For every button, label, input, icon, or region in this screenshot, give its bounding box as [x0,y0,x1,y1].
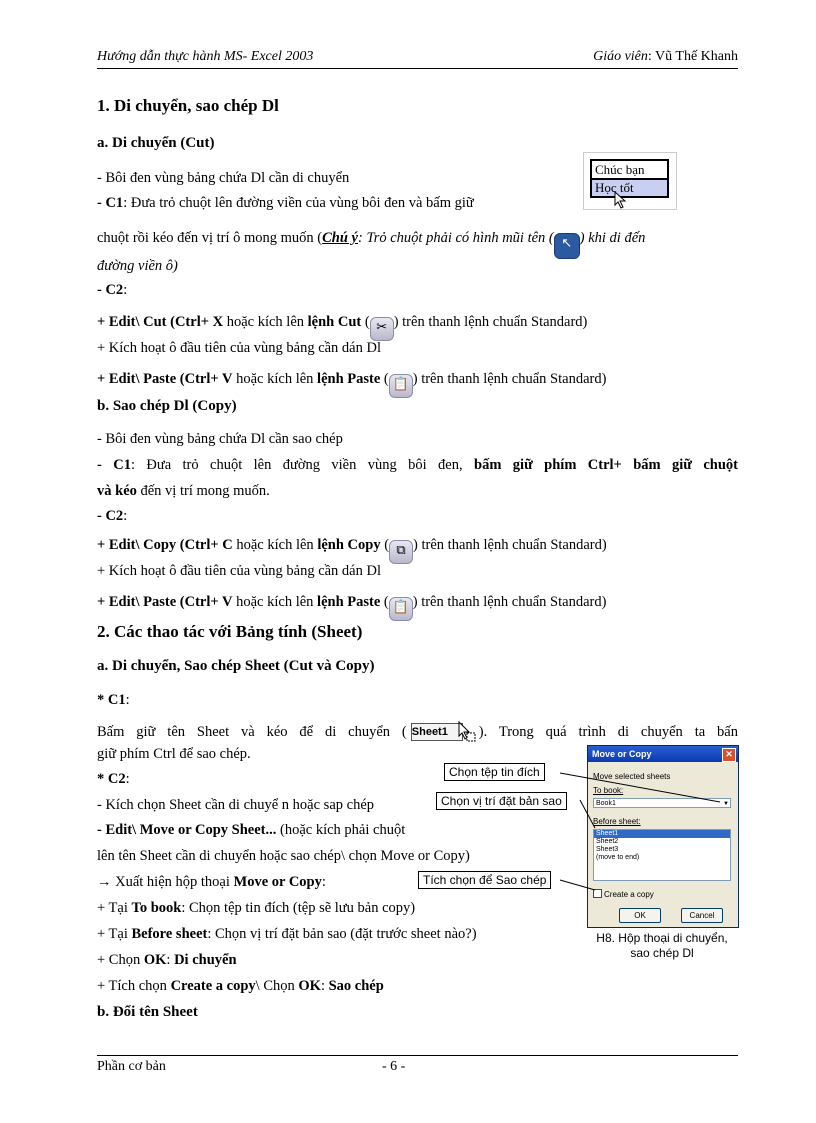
close-icon[interactable]: ✕ [722,748,736,762]
note-end: ) khi di đến [579,230,646,246]
s1b-line3 [97,483,270,500]
s1b-line2-bold: bấm giữ phím Ctrl+ bấm giữ chuột [474,457,738,473]
cut-text1: hoặc kích lên [223,314,308,330]
section2a-title: a. Di chuyển, Sao chép Sheet (Cut và Copy) [97,658,375,674]
s1b-copy-line [97,537,607,564]
cut-text2: ( [361,314,370,330]
paste-icon: 📋 [389,374,413,398]
cut-command: lệnh Cut [307,314,362,330]
move-cursor-icon [614,191,628,209]
s2-line7b: : Chọn tệp tin đích (tệp sẽ lưu bản copy) [181,900,416,916]
to-book-value: Book1 [596,800,616,807]
callout-create-copy: Tích chọn để Sao chép [418,871,551,889]
caption-line2: sao chép Dl [630,946,694,960]
s2-line7 [97,900,415,917]
s1a-line4: đường viền ô) [97,258,178,274]
edit-paste: + Edit\ Paste [97,371,177,387]
s2-line8b: : Chọn vị trí đặt bản sao (đặt trước sheet nào?) [207,926,477,942]
s2-line10-copy: Sao chép [328,978,384,994]
section1-title: 1. Di chuyển, sao chép Dl [97,96,279,115]
s2-line6b: : [321,874,326,890]
header-divider [97,68,738,69]
section2b-title: b. Đổi tên Sheet [97,1004,198,1020]
s1b-line2-text: : Đưa trỏ chuột lên đường viền vùng bôi đen, [130,457,475,473]
s2-line8 [97,926,477,943]
teacher-name: : Vũ Thế Khanh [647,49,738,64]
s1a-line6: + Kích hoạt ô đầu tiên của vùng bảng cần dán Dl [97,340,381,356]
paste-text3: ) trên thanh lệnh chuẩn Standard) [412,371,607,387]
list-item[interactable]: Sheet2 [596,838,619,845]
callout-to-book: Chọn tệp tin đích [444,763,545,781]
s2-line10b: \ Chọn [255,978,299,994]
callout-before-sheet: Chọn vị trí đặt bản sao [436,792,567,810]
s1b-paste-line [97,594,606,621]
paste-command: lệnh Paste [317,371,381,387]
s2-line1b: ). Trong quá trình di chuyển ta bấn [478,724,738,740]
note-text: : Trỏ chuột phải có hình mũi tên ( [358,230,554,246]
s2-line4-bold: - Edit\ Move or Copy Sheet... [97,822,277,838]
edit-paste-b: + Edit\ Paste [97,594,177,610]
s1a-line2 [97,195,474,212]
s1b-line5: + Kích hoạt ô đầu tiên của vùng bảng cần dán Dl [97,563,381,579]
paste-text1: hoặc kích lên [232,371,318,387]
dialog-title: Move or Copy [592,749,652,759]
footer-section: Phần cơ bản [97,1059,166,1074]
s2-line7-bold: To book [131,900,182,916]
s2-line7a: + Tại [97,900,132,916]
c1-label: - C1 [97,195,124,211]
paste-b-text1: hoặc kích lên [232,594,318,610]
c2-colon: : [123,282,128,298]
drag-cursor-icon [457,721,477,743]
s1a-line3-text: chuột rồi kéo đến vị trí ô mong muốn ( [97,230,323,246]
header-teacher [593,49,738,65]
section1a-title: a. Di chuyển (Cut) [97,135,215,151]
s2-line3: - Kích chọn Sheet cần di chuyể n hoặc sap chép [97,797,375,813]
figure-caption [582,931,742,961]
s2-c1 [97,692,130,709]
s2-c2-label: * C2 [97,771,126,787]
ctrl-c: (Ctrl+ C [179,537,233,553]
paste-text2: ( [380,371,389,387]
s2-line6-bold: Move or Copy [233,874,322,890]
s2-line9b: : [166,952,175,968]
s2-c1-colon: : [125,692,130,708]
list-item[interactable]: Sheet1 [594,830,730,838]
s2-line8a: + Tại [97,926,132,942]
s2-c2 [97,771,130,788]
chevron-down-icon: ▼ [723,801,729,807]
section2-title: 2. Các thao tác với Bảng tính (Sheet) [97,622,363,641]
s2-line2: giữ phím Ctrl để sao chép. [97,746,251,762]
copy-command: lệnh Copy [317,537,381,553]
s2-line5: lên tên Sheet cần di chuyển hoặc sao chép\ chọn Move or Copy) [97,848,470,864]
ctrl-x: (Ctrl+ X [170,314,224,330]
cut-text3: ) trên thanh lệnh chuẩn Standard) [393,314,588,330]
c2-label: - C2 [97,282,124,298]
c2-colon-b: : [123,508,128,524]
s2-line4-text: (hoặc kích phải chuột [276,822,406,838]
cell-row2: Học tốt [590,178,669,198]
header-title: Hướng dẫn thực hành MS- Excel 2003 [97,49,314,64]
s2-line10 [97,978,384,995]
s1b-line3-text: đến vị trí mong muốn. [136,483,270,499]
before-sheet-label: Before sheet: [593,817,641,826]
s1a-line1: - Bôi đen vùng bảng chứa Dl cần di chuyển [97,170,350,186]
s2-line9-ok: OK [143,952,167,968]
s2-line9a: + Chọn [97,952,144,968]
s2-line6 [97,874,326,891]
cell-row1: Chúc bạn [590,159,669,179]
section1b-title: b. Sao chép Dl (Copy) [97,398,237,414]
leader-line-1 [560,773,720,802]
sheet-tab-image [407,719,479,743]
scissors-icon: ✂ [370,317,394,341]
s2-c1-label: * C1 [97,692,126,708]
paste-b-text2: ( [380,594,389,610]
s2-line6a: → Xuất hiện hộp thoại [97,874,234,890]
paste-command-b: lệnh Paste [317,594,381,610]
copy-text2: ( [380,537,390,553]
ctrl-v-b: (Ctrl+ V [179,594,233,610]
cell-move-image [583,152,677,210]
paste-icon: 📋 [389,597,413,621]
list-item[interactable]: (move to end) [596,854,640,861]
copy-text3: ) trên thanh lệnh chuẩn Standard) [413,537,607,553]
s1a-cut-line [97,314,587,341]
s2-line4 [97,822,405,839]
arrow-cursor-icon: ↖ [554,233,580,259]
s2-line10c: : [320,978,329,994]
cancel-button[interactable]: Cancel [681,908,723,923]
ctrl-v: (Ctrl+ V [179,371,233,387]
create-copy-label: Create a copy [604,890,654,899]
to-book-label: To book: [593,786,624,795]
s2-line10-create: Create a copy [170,978,256,994]
s2-c2-colon: : [125,771,130,787]
s1a-line2-text: : Đưa trỏ chuột lên đường viền của vùng bôi đen và bấm giữ [123,195,474,211]
s2-line1a: Bấm giữ tên Sheet và kéo để di chuyển ( [97,724,407,740]
sheet-tab-label: Sheet1 [411,723,463,741]
c1-label-b: - C1 [97,457,131,473]
s1b-c2 [97,508,127,525]
leader-line-2 [580,800,595,828]
edit-copy: + Edit\ Copy [97,537,177,553]
list-item[interactable]: Sheet3 [596,846,619,853]
page-number: - 6 - [382,1059,406,1074]
s1b-line2 [97,457,738,474]
s2-line1 [97,719,738,743]
s1b-line1: - Bôi đen vùng bảng chứa Dl cần sao chép [97,431,343,447]
edit-cut: + Edit\ Cut [97,314,167,330]
s2-line9 [97,952,237,969]
paste-b-text3: ) trên thanh lệnh chuẩn Standard) [412,594,607,610]
copy-text1: hoặc kích lên [232,537,318,553]
note-label: Chú ý [322,230,358,246]
move-label: Move selected sheets [593,772,671,781]
s2-line9-move: Di chuyển [174,952,237,968]
s1a-paste-line [97,371,606,398]
copy-icon: ⧉ [389,540,413,564]
teacher-label: Giáo viên [593,49,648,64]
leader-line-3 [560,880,595,890]
s1a-c2 [97,282,127,299]
s2-line10a: + Tích chọn [97,978,171,994]
s1a-line3 [97,230,645,259]
caption-line1: H8. Hộp thoại di chuyển, [596,931,728,945]
s2-line8-bold: Before sheet [131,926,208,942]
c2-label-b: - C2 [97,508,124,524]
s1b-line3-bold: và kéo [97,483,137,499]
ok-button[interactable]: OK [619,908,661,923]
s2-line10-ok: OK [298,978,321,994]
footer-divider [97,1055,738,1056]
